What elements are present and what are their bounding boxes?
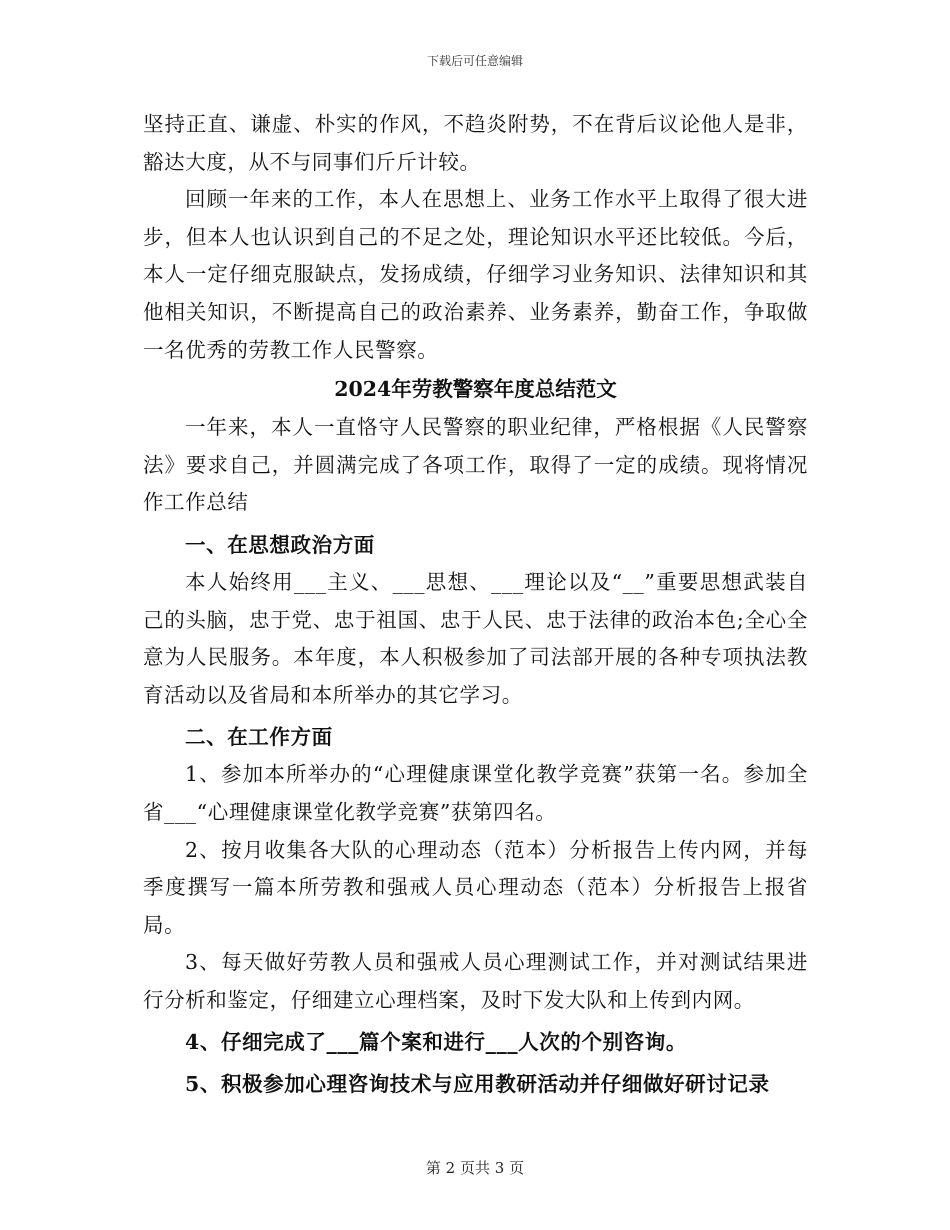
document-title: 2024年劳教警察年度总结范文 xyxy=(334,377,617,402)
page-header: 下载后可任意编辑 xyxy=(426,54,523,68)
work-item-4: 4、仔细完成了___篇个案和进行___人次的个别咨询。 xyxy=(185,1030,687,1055)
paragraph-intro: 一年来，本人一直恪守人民警察的职业纪律，严格根据《人民警察法》要求自己，并圆满完成了各项工作，取得了一定的成绩。现将情况作工作总结 xyxy=(143,415,808,515)
paragraph-integrity: 坚持正直、谦虚、朴实的作风，不趋炎附势，不在背后议论他人是非，豁达大度，从不与同事们斤斤计较。 xyxy=(143,112,808,174)
section-heading-work: 二、在工作方面 xyxy=(185,725,333,750)
document-body xyxy=(143,106,808,1103)
work-item-3: 3、每天做好劳教人员和强戒人员心理测试工作，并对测试结果进行分析和鉴定，仔细建立心理档案，及时下发大队和上传到内网。 xyxy=(143,950,808,1012)
paragraph-politics: 本人始终用___主义、___思想、___理论以及“__”重要思想武装自己的头脑，忠于党、忠于祖国、忠于人民、忠于法律的政治本色;全心全意为人民服务。本年度，本人积极参加了司法部开展的各种专项执法教育活动以及省局和本所举办的其它学习。 xyxy=(143,569,808,707)
section-heading-politics: 一、在思想政治方面 xyxy=(185,532,375,557)
work-item-5: 5、积极参加心理咨询技术与应用教研活动并仔细做好研讨记录 xyxy=(185,1072,770,1097)
work-item-1: 1、参加本所举办的“心理健康课堂化教学竞赛”获第一名。参加全省___“心理健康课堂化教学竞赛”获第四名。 xyxy=(143,762,808,824)
paragraph-review: 回顾一年来的工作，本人在思想上、业务工作水平上取得了很大进步，但本人也认识到自己的不足之处，理论知识水平还比较低。今后，本人一定仔细克服缺点，发扬成绩，仔细学习业务知识、法律知识和其他相关知识，不断提高自己的政治素养、业务素养，勤奋工作，争取做一名优秀的劳教工作人民警察。 xyxy=(143,187,808,362)
page-footer: 第 2 页共 3 页 xyxy=(425,1159,525,1177)
work-item-2: 2、按月收集各大队的心理动态（范本）分析报告上传内网，并每季度撰写一篇本所劳教和强戒人员心理动态（范本）分析报告上报省局。 xyxy=(143,837,808,937)
